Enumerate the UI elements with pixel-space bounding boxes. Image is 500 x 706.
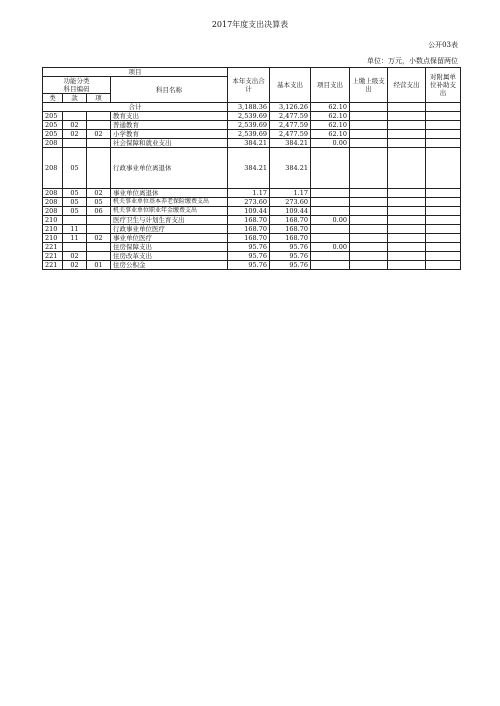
- row-project: 0.00: [311, 243, 350, 252]
- row-project: [311, 148, 350, 189]
- row-basic: 95.76: [270, 252, 311, 261]
- header-remit-upper: 上缴上级支出: [350, 68, 388, 103]
- row-lei: 208: [43, 207, 63, 216]
- table-row: [43, 139, 461, 148]
- row-remit: [350, 121, 388, 130]
- row-project: 0.00: [311, 216, 350, 225]
- row-xiang: 02: [87, 189, 111, 198]
- row-subject-name: 事业单位离退休: [111, 189, 228, 198]
- row-annual: 168.70: [228, 234, 270, 243]
- row-subject-name: 行政事业单位医疗: [111, 225, 228, 234]
- row-operating: [388, 112, 426, 121]
- table-row: [43, 148, 461, 189]
- table-row: [43, 234, 461, 243]
- row-kuan: 02: [63, 130, 87, 139]
- total-project: 62.10: [311, 103, 350, 112]
- row-subject-name: 住房改革支出: [111, 252, 228, 261]
- row-subsidy: [426, 121, 461, 130]
- row-subject-name: 机关事业单位职业年金缴费支出: [111, 207, 228, 216]
- row-subsidy: [426, 243, 461, 252]
- row-kuan: 02: [63, 261, 87, 270]
- row-subsidy: [426, 189, 461, 198]
- expenditure-table: [42, 67, 461, 270]
- row-operating: [388, 189, 426, 198]
- row-kuan: 02: [63, 252, 87, 261]
- row-annual: 95.76: [228, 261, 270, 270]
- row-remit: [350, 216, 388, 225]
- row-kuan: 05: [63, 198, 87, 207]
- row-subsidy: [426, 216, 461, 225]
- row-kuan: [63, 112, 87, 121]
- row-operating: [388, 207, 426, 216]
- row-annual: 109.44: [228, 207, 270, 216]
- row-operating: [388, 234, 426, 243]
- row-lei: 221: [43, 252, 63, 261]
- table-row: [43, 207, 461, 216]
- row-operating: [388, 148, 426, 189]
- row-subsidy: [426, 225, 461, 234]
- row-kuan: [63, 243, 87, 252]
- row-operating: [388, 198, 426, 207]
- row-project: 62.10: [311, 121, 350, 130]
- row-xiang: [87, 121, 111, 130]
- row-project: [311, 234, 350, 243]
- row-project: [311, 198, 350, 207]
- row-kuan: 11: [63, 225, 87, 234]
- row-basic: 168.70: [270, 216, 311, 225]
- table-row: [43, 112, 461, 121]
- row-xiang: 02: [87, 130, 111, 139]
- row-project: 0.00: [311, 139, 350, 148]
- header-project: 项目: [43, 68, 228, 77]
- row-annual: 95.76: [228, 243, 270, 252]
- row-lei: 205: [43, 121, 63, 130]
- row-project: [311, 207, 350, 216]
- row-lei: 208: [43, 198, 63, 207]
- row-remit: [350, 130, 388, 139]
- header-subject-code: 科目编码: [63, 85, 90, 93]
- row-subsidy: [426, 234, 461, 243]
- row-subject-name: 住房保障支出: [111, 243, 228, 252]
- row-remit: [350, 252, 388, 261]
- row-operating: [388, 130, 426, 139]
- row-subject-name: 住房公积金: [111, 261, 228, 270]
- row-operating: [388, 216, 426, 225]
- row-subsidy: [426, 252, 461, 261]
- total-row: [43, 103, 461, 112]
- row-annual: 2,539.69: [228, 112, 270, 121]
- row-basic: 2,477.59: [270, 121, 311, 130]
- table-row: [43, 216, 461, 225]
- table-row: [43, 130, 461, 139]
- row-lei: 210: [43, 216, 63, 225]
- row-lei: 210: [43, 225, 63, 234]
- row-kuan: 11: [63, 234, 87, 243]
- row-xiang: 01: [87, 261, 111, 270]
- row-lei: 208: [43, 189, 63, 198]
- row-project: 62.10: [311, 130, 350, 139]
- row-annual: 2,539.69: [228, 130, 270, 139]
- row-project: [311, 261, 350, 270]
- row-xiang: 02: [87, 234, 111, 243]
- row-xiang: [87, 112, 111, 121]
- report-title: 2017年度支出决算表: [211, 20, 289, 29]
- row-basic: 95.76: [270, 243, 311, 252]
- table-row: [43, 243, 461, 252]
- row-lei: 208: [43, 148, 63, 189]
- row-kuan: 05: [63, 189, 87, 198]
- row-remit: [350, 243, 388, 252]
- row-remit: [350, 225, 388, 234]
- header-subsidy: 对附属单位补助支出: [426, 68, 461, 103]
- row-basic: 384.21: [270, 139, 311, 148]
- total-remit: [350, 103, 388, 112]
- unit-note: 单位：万元，小数点保留两位: [367, 57, 458, 65]
- row-basic: 109.44: [270, 207, 311, 216]
- row-remit: [350, 189, 388, 198]
- row-subsidy: [426, 130, 461, 139]
- row-basic: 384.21: [270, 148, 311, 189]
- row-kuan: [63, 216, 87, 225]
- total-subsidy: [426, 103, 461, 112]
- table-row: [43, 198, 461, 207]
- row-xiang: [87, 225, 111, 234]
- row-xiang: [87, 216, 111, 225]
- row-subject-name: 行政事业单位离退休: [111, 148, 228, 189]
- header-basic: 基本支出: [270, 68, 311, 103]
- header-func-class-label: 功能分类: [63, 77, 90, 85]
- row-subsidy: [426, 112, 461, 121]
- row-basic: 2,477.59: [270, 130, 311, 139]
- row-annual: 384.21: [228, 139, 270, 148]
- row-lei: 221: [43, 243, 63, 252]
- header-operating: 经营支出: [388, 68, 426, 103]
- row-annual: 95.76: [228, 252, 270, 261]
- row-remit: [350, 112, 388, 121]
- row-kuan: [63, 139, 87, 148]
- row-project: [311, 252, 350, 261]
- row-remit: [350, 148, 388, 189]
- row-basic: 168.70: [270, 234, 311, 243]
- row-xiang: [87, 139, 111, 148]
- row-lei: 221: [43, 261, 63, 270]
- total-label: 合计: [43, 103, 228, 112]
- row-operating: [388, 139, 426, 148]
- row-subsidy: [426, 198, 461, 207]
- row-project: [311, 189, 350, 198]
- row-subject-name: 普通教育: [111, 121, 228, 130]
- row-subsidy: [426, 139, 461, 148]
- table-code: 公开03表: [428, 41, 458, 49]
- row-lei: 208: [43, 139, 63, 148]
- row-basic: 273.60: [270, 198, 311, 207]
- header-xiang: 项: [87, 94, 111, 103]
- row-operating: [388, 121, 426, 130]
- row-subsidy: [426, 207, 461, 216]
- row-remit: [350, 198, 388, 207]
- row-subject-name: 机关事业单位基本养老保险缴费支出: [111, 198, 228, 207]
- table-row: [43, 121, 461, 130]
- row-annual: 1.17: [228, 189, 270, 198]
- row-subject-name: 社会保障和就业支出: [111, 139, 228, 148]
- row-annual: 2,539.69: [228, 121, 270, 130]
- row-basic: 168.70: [270, 225, 311, 234]
- row-basic: 1.17: [270, 189, 311, 198]
- row-kuan: 05: [63, 148, 87, 189]
- row-xiang: [87, 243, 111, 252]
- row-project: [311, 225, 350, 234]
- table-row: [43, 261, 461, 270]
- row-annual: 384.21: [228, 148, 270, 189]
- row-subject-name: 医疗卫生与计划生育支出: [111, 216, 228, 225]
- row-operating: [388, 252, 426, 261]
- row-lei: 205: [43, 130, 63, 139]
- header-function-class: [43, 77, 111, 94]
- row-remit: [350, 261, 388, 270]
- row-annual: 168.70: [228, 225, 270, 234]
- row-subject-name: 小学教育: [111, 130, 228, 139]
- row-kuan: 02: [63, 121, 87, 130]
- row-operating: [388, 243, 426, 252]
- total-basic: 3,126.26: [270, 103, 311, 112]
- row-basic: 2,477.59: [270, 112, 311, 121]
- row-subsidy: [426, 261, 461, 270]
- header-subject-name: 科目名称: [111, 77, 228, 103]
- total-operating: [388, 103, 426, 112]
- row-annual: 273.60: [228, 198, 270, 207]
- row-xiang: [87, 148, 111, 189]
- row-subsidy: [426, 148, 461, 189]
- row-subject-name: 事业单位医疗: [111, 234, 228, 243]
- header-annual-total: 本年支出合计: [228, 68, 270, 103]
- row-annual: 168.70: [228, 216, 270, 225]
- header-lei: 类: [43, 94, 63, 103]
- total-annual: 3,188.36: [228, 103, 270, 112]
- row-project: 62.10: [311, 112, 350, 121]
- header-row-1: [43, 68, 461, 77]
- table-row: [43, 252, 461, 261]
- table-row: [43, 189, 461, 198]
- header-project-exp: 项目支出: [311, 68, 350, 103]
- row-subject-name: 教育支出: [111, 112, 228, 121]
- row-kuan: 05: [63, 207, 87, 216]
- row-remit: [350, 139, 388, 148]
- row-xiang: 05: [87, 198, 111, 207]
- row-basic: 95.76: [270, 261, 311, 270]
- row-lei: 210: [43, 234, 63, 243]
- row-operating: [388, 225, 426, 234]
- table-row: [43, 225, 461, 234]
- row-xiang: [87, 252, 111, 261]
- row-remit: [350, 207, 388, 216]
- row-lei: 205: [43, 112, 63, 121]
- row-operating: [388, 261, 426, 270]
- row-remit: [350, 234, 388, 243]
- row-xiang: 06: [87, 207, 111, 216]
- header-kuan: 款: [63, 94, 87, 103]
